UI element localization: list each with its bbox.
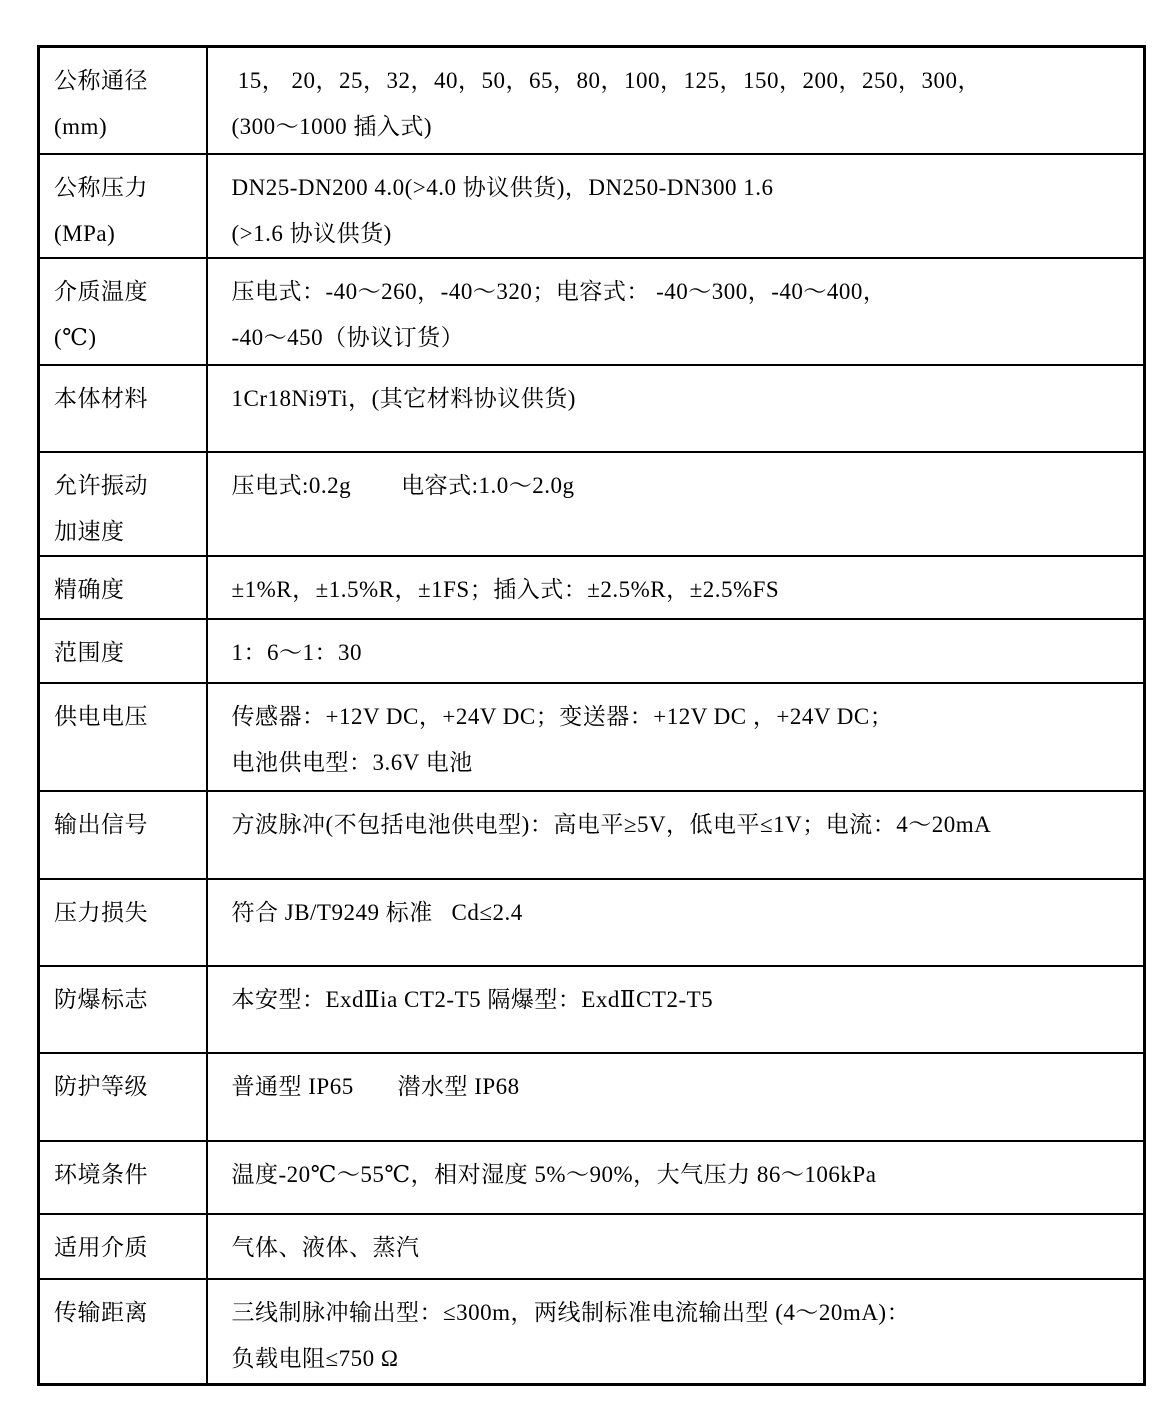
- param-name: 防爆标志: [54, 986, 148, 1012]
- param-value-cell: [207, 47, 1145, 154]
- param-name: 本体材料: [54, 385, 148, 411]
- param-unit: (MPa): [54, 220, 116, 246]
- param-value-cell: [207, 879, 1145, 966]
- table-row: [39, 1279, 1145, 1385]
- param-value-line: 压电式：-40～260，-40～320；电容式： -40～300，-40～400，: [231, 278, 887, 304]
- param-value-line: 负载电阻≤750 Ω: [231, 1345, 399, 1371]
- param-name-cell: [39, 1214, 207, 1279]
- param-value-line: 1：6～1：30: [231, 639, 362, 665]
- param-name: 精确度: [54, 576, 125, 602]
- param-name: 压力损失: [54, 899, 148, 925]
- param-name: 防护等级: [54, 1073, 148, 1099]
- param-name: 供电电压: [54, 703, 148, 729]
- param-value-cell: [207, 1214, 1145, 1279]
- param-value-line: 本安型：ExdⅡia CT2-T5 隔爆型：ExdⅡCT2-T5: [231, 986, 714, 1012]
- table-row: [39, 791, 1145, 879]
- param-value-line: 温度-20℃～55℃，相对湿度 5%～90%，大气压力 86～106kPa: [231, 1161, 877, 1187]
- param-value-line: (300～1000 插入式): [231, 114, 433, 139]
- param-value-cell: [207, 1141, 1145, 1214]
- param-value-cell: [207, 365, 1145, 452]
- table-row: [39, 1053, 1145, 1141]
- table-row: [39, 365, 1145, 452]
- param-value-cell: [207, 619, 1145, 683]
- table-row: [39, 154, 1145, 258]
- param-value-line: DN25-DN200 4.0(>4.0 协议供货)，DN250-DN300 1.6: [231, 174, 774, 200]
- param-value-line: 三线制脉冲输出型：≤300m，两线制标准电流输出型 (4～20mA)：: [231, 1299, 911, 1325]
- param-value-cell: [207, 154, 1145, 258]
- param-name: 公称通径: [54, 68, 148, 93]
- param-value-line: 15， 20，25，32，40，50，65，80，100，125，150，200，250，300，: [231, 68, 981, 93]
- param-value-cell: [207, 791, 1145, 879]
- param-name-cell: [39, 879, 207, 966]
- table-row: [39, 258, 1145, 365]
- table-row: [39, 966, 1145, 1053]
- param-value-cell: [207, 1053, 1145, 1141]
- param-value-line: ±1%R，±1.5%R，±1FS；插入式：±2.5%R，±2.5%FS: [231, 576, 780, 602]
- param-value-cell: [207, 452, 1145, 556]
- param-value-line: 普通型 IP65 潜水型 IP68: [231, 1073, 520, 1099]
- table-row: [39, 556, 1145, 619]
- param-name-cell: [39, 966, 207, 1053]
- table-row: [39, 1141, 1145, 1214]
- param-name-cell: [39, 1053, 207, 1141]
- param-value-cell: [207, 556, 1145, 619]
- param-value-line: 方波脉冲(不包括电池供电型)：高电平≥5V，低电平≤1V；电流：4～20mA: [231, 811, 992, 837]
- table-row: [39, 879, 1145, 966]
- param-name: 环境条件: [54, 1161, 148, 1187]
- param-unit: (mm): [54, 114, 108, 139]
- param-name-cell: [39, 619, 207, 683]
- param-unit: (℃): [54, 324, 97, 350]
- table-row: [39, 619, 1145, 683]
- param-value-cell: [207, 966, 1145, 1053]
- param-name-cell: [39, 47, 207, 154]
- param-name: 范围度: [54, 639, 125, 665]
- table-row: [39, 47, 1145, 154]
- param-value-line: -40～450（协议订货）: [231, 324, 465, 350]
- param-name-cell: [39, 556, 207, 619]
- table-row: [39, 1214, 1145, 1279]
- param-value-line: (>1.6 协议供货): [231, 220, 392, 246]
- param-value-line: 电池供电型：3.6V 电池: [231, 749, 473, 775]
- param-name-cell: [39, 1279, 207, 1385]
- param-name: 公称压力: [54, 174, 148, 200]
- param-value-cell: [207, 683, 1145, 791]
- table-row: [39, 683, 1145, 791]
- param-value-cell: [207, 1279, 1145, 1385]
- param-value-line: 气体、液体、蒸汽: [231, 1234, 420, 1260]
- param-name: 介质温度: [54, 278, 148, 304]
- param-name-cell: [39, 258, 207, 365]
- spec-table: [37, 45, 1146, 1386]
- param-value-line: 符合 JB/T9249 标准 Cd≤2.4: [231, 899, 523, 925]
- param-name: 加速度: [54, 518, 125, 544]
- param-name-cell: [39, 683, 207, 791]
- param-name: 适用介质: [54, 1234, 148, 1260]
- param-value-line: 压电式:0.2g 电容式:1.0～2.0g: [231, 472, 575, 498]
- param-value-line: 传感器：+12V DC，+24V DC；变送器：+12V DC ，+24V DC；: [231, 703, 894, 729]
- table-row: [39, 452, 1145, 556]
- param-name: 输出信号: [54, 811, 148, 837]
- param-name: 传输距离: [54, 1299, 148, 1325]
- param-name: 允许振动: [54, 472, 148, 498]
- param-name-cell: [39, 452, 207, 556]
- param-name-cell: [39, 1141, 207, 1214]
- param-name-cell: [39, 154, 207, 258]
- param-name-cell: [39, 365, 207, 452]
- param-value-line: 1Cr18Ni9Ti，(其它材料协议供货): [231, 385, 576, 411]
- param-value-cell: [207, 258, 1145, 365]
- param-name-cell: [39, 791, 207, 879]
